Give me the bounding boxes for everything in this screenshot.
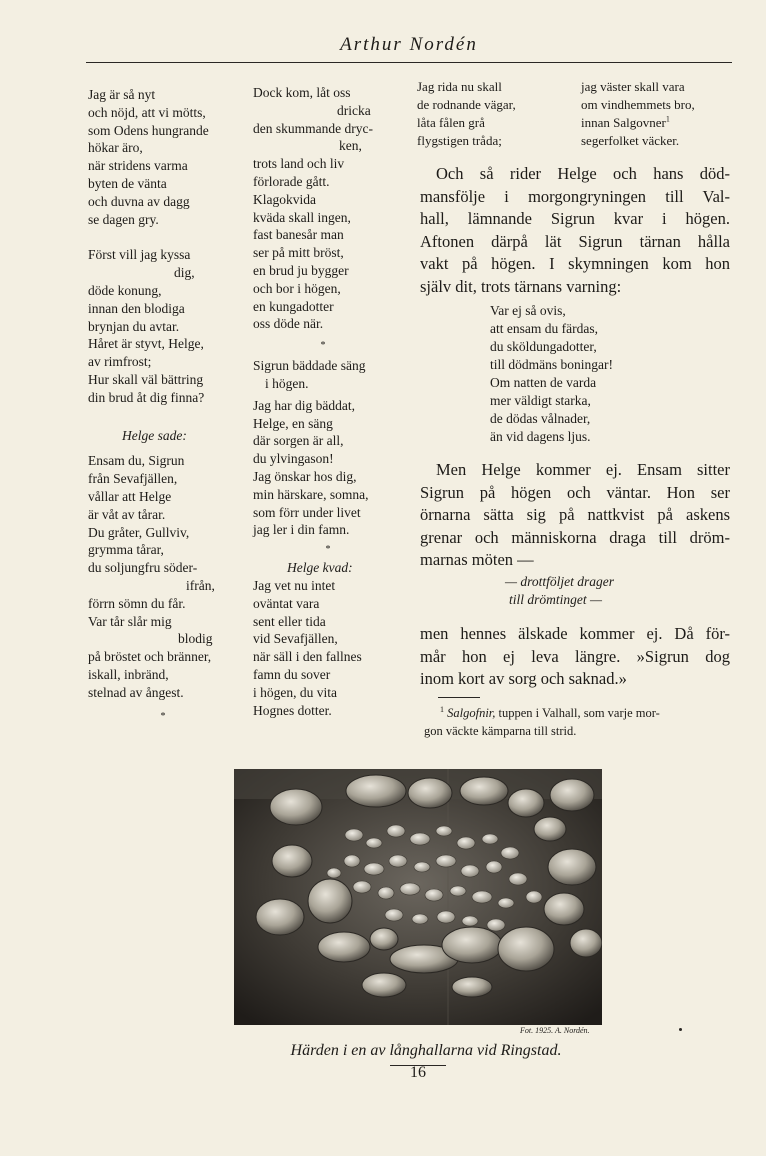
photo-caption: Härden i en av långhallarna vid Ringstad. bbox=[290, 1042, 562, 1059]
prose-line: Aftonen därpå lät Sigrun tärnan hålla bbox=[420, 231, 730, 251]
verse-line: från Sevafjällen, bbox=[88, 471, 178, 487]
verse-line: en kungadotter bbox=[253, 298, 334, 314]
verse-line: famn du sover bbox=[253, 666, 331, 682]
verse-line: och duvna av dagg bbox=[88, 193, 190, 209]
verse-line: förlorade gått. bbox=[253, 173, 330, 189]
ink-dot bbox=[679, 1028, 682, 1031]
verse-line: Jag vet nu intet bbox=[253, 577, 336, 593]
footnote-line bbox=[424, 704, 734, 722]
verse-line: segerfolket väcker. bbox=[581, 133, 680, 148]
footnote-text-2: gon väckte kämparna till strid. bbox=[424, 724, 577, 738]
prose-paragraph-1 bbox=[420, 163, 730, 298]
section-star: * bbox=[325, 544, 331, 556]
verse-line: Jag rida nu skall bbox=[417, 79, 502, 94]
speaker-label: Helge sade: bbox=[122, 427, 187, 443]
verse-line: dricka bbox=[337, 102, 371, 118]
footnote-marker: 1 bbox=[665, 114, 670, 124]
poem-column-2 bbox=[253, 84, 403, 719]
verse-line: du sköldungadotter, bbox=[490, 339, 597, 354]
poem-column-1 bbox=[88, 86, 238, 726]
prose-line: mår hon ej leva längre. »Sigrun dog bbox=[420, 646, 730, 666]
verse-line: på bröstet och bränner, bbox=[88, 649, 212, 665]
verse-line: du soljungfru söder- bbox=[88, 560, 198, 576]
verse-line: förrn sömn du får. bbox=[88, 595, 186, 611]
prose-line: själv dit, trots tärnans varning: bbox=[420, 276, 622, 296]
section-star: * bbox=[320, 340, 326, 352]
verse-line: är våt av tårar. bbox=[88, 506, 166, 522]
verse-line: de rodnande vägar, bbox=[417, 97, 516, 112]
verse-line: vid Sevafjällen, bbox=[253, 631, 338, 647]
verse-line: och nöjd, att vi mötts, bbox=[88, 104, 206, 120]
verse-line: att ensam du färdas, bbox=[490, 321, 598, 336]
verse-line: de dödas vålnader, bbox=[490, 411, 591, 426]
verse-line: grymma tårar, bbox=[88, 542, 164, 558]
hearth-stones-image bbox=[234, 769, 602, 1025]
verse-line: jag väster skall vara bbox=[581, 79, 685, 94]
verse-line: fast banesår man bbox=[253, 227, 344, 243]
verse-line: se dagen gry. bbox=[88, 211, 159, 227]
verse-line: Hur skall väl bättring bbox=[88, 371, 204, 387]
verse-line: döde konung, bbox=[88, 282, 162, 298]
verse-line: Om natten de varda bbox=[490, 375, 597, 390]
section-star: * bbox=[160, 710, 166, 722]
photo-credit: Fot. 1925. A. Nordén. bbox=[520, 1026, 590, 1035]
verse-line: din brud åt dig finna? bbox=[88, 389, 205, 405]
verse-line: den skummande dryc- bbox=[253, 120, 373, 136]
header-rule bbox=[86, 62, 732, 63]
prose-line: vakt på högen. I skymningen kom hon bbox=[420, 254, 730, 273]
prose-line: hall, lämnande Sigrun kvar i högen. bbox=[420, 209, 730, 228]
block-quote bbox=[490, 302, 613, 446]
verse-line: jag ler i din famn. bbox=[253, 522, 350, 538]
footnote bbox=[424, 704, 734, 740]
verse-line: en brud ju bygger bbox=[253, 262, 349, 278]
verse-line: Håret är styvt, Helge, bbox=[88, 336, 204, 352]
verse-line: sent eller tida bbox=[253, 613, 326, 629]
prose-line: Och så rider Helge och hans död- bbox=[436, 164, 730, 183]
verse-line: oss döde när. bbox=[253, 316, 324, 332]
prose-line: mansfölje i morgongryningen till Val- bbox=[420, 186, 730, 206]
prose-line: marnas möten — bbox=[420, 550, 534, 569]
verse-line: Jag är så nyt bbox=[88, 87, 156, 102]
running-header: Arthur Nordén bbox=[340, 34, 478, 55]
verse-line: blodig bbox=[178, 631, 213, 647]
verse-line: stelnad av ångest. bbox=[88, 684, 184, 700]
verse-line: om vindhemmets bro, bbox=[581, 97, 695, 112]
verse-line: när stridens varma bbox=[88, 158, 188, 174]
verse-line: än vid dagens ljus. bbox=[490, 429, 591, 444]
verse-line: brynjan du avtar. bbox=[88, 318, 180, 334]
prose-line: Men Helge kommer ej. Ensam sitter bbox=[436, 460, 730, 479]
verse-line: mer väldigt starka, bbox=[490, 393, 591, 408]
verse-line: byten de vänta bbox=[88, 175, 167, 191]
verse-line: till dödmäns boningar! bbox=[490, 357, 613, 372]
poem-column-4 bbox=[581, 78, 741, 150]
footnote-number: 1 bbox=[440, 704, 444, 714]
verse-line: Du gråter, Gullviv, bbox=[88, 524, 190, 540]
verse-line: vållar att Helge bbox=[88, 488, 172, 504]
verse-line: Ensam du, Sigrun bbox=[88, 453, 185, 469]
prose-line: inom kort av sorg och saknad.» bbox=[420, 669, 627, 688]
verse-line: som Odens hungrande bbox=[88, 122, 209, 138]
verse-line: hökar äro, bbox=[88, 140, 143, 156]
page-number: 16 bbox=[410, 1064, 426, 1081]
verse-line: ifrån, bbox=[186, 577, 215, 593]
verse-line: innan den blodiga bbox=[88, 300, 185, 316]
verse-line: som förr under livet bbox=[253, 504, 361, 520]
poem-column-3 bbox=[417, 78, 577, 150]
prose-line: örnarna sätta sig på nattkvist på askens bbox=[420, 505, 730, 524]
footnote-term: Salgofnir, bbox=[447, 706, 496, 720]
verse-line: Var ej så ovis, bbox=[490, 303, 566, 318]
verse-line: Först vill jag kyssa bbox=[88, 247, 191, 263]
hearth-photograph bbox=[234, 769, 602, 1025]
verse-line: iskall, inbränd, bbox=[88, 666, 169, 682]
footnote-text: tuppen i Valhall, som varje mor- bbox=[498, 706, 660, 720]
verse-line: flygstigen tråda; bbox=[417, 133, 502, 148]
verse-text: innan Salgovner bbox=[581, 115, 666, 130]
prose-paragraph-2 bbox=[420, 459, 730, 572]
verse-line: låta fålen grå bbox=[417, 115, 485, 130]
verse-line: dig, bbox=[174, 265, 195, 281]
verse-line: du ylvingason! bbox=[253, 451, 334, 467]
verse-line: i högen. bbox=[265, 375, 309, 391]
verse-line: Jag önskar hos dig, bbox=[253, 468, 357, 484]
verse-line: Jag har dig bäddat, bbox=[253, 397, 355, 413]
verse-line: av rimfrost; bbox=[88, 354, 152, 370]
prose-paragraph-3 bbox=[420, 623, 730, 691]
verse-line: Dock kom, låt oss bbox=[253, 85, 351, 100]
verse-line: oväntat vara bbox=[253, 595, 320, 611]
verse-line: ken, bbox=[339, 138, 362, 154]
verse-line: i högen, du vita bbox=[253, 684, 337, 700]
verse-line bbox=[581, 114, 741, 132]
verse-line: och bor i högen, bbox=[253, 280, 341, 296]
speaker-label: Helge kvad: bbox=[287, 560, 353, 576]
verse-line: där sorgen är all, bbox=[253, 433, 344, 449]
verse-line: ser på mitt bröst, bbox=[253, 245, 344, 261]
italic-quote bbox=[505, 573, 614, 609]
verse-line: Sigrun bäddade säng bbox=[253, 358, 366, 374]
prose-line: grenar och människorna draga till dröm- bbox=[420, 527, 730, 547]
prose-line: men hennes älskade kommer ej. Då för- bbox=[420, 624, 730, 643]
footnote-rule bbox=[438, 697, 480, 698]
verse-line: min härskare, somna, bbox=[253, 486, 369, 502]
verse-line: Var tår slår mig bbox=[88, 613, 172, 629]
verse-line: till drömtinget — bbox=[509, 592, 603, 607]
verse-line: trots land och liv bbox=[253, 156, 345, 172]
verse-line: — drottföljet drager bbox=[505, 574, 615, 589]
prose-line: Sigrun på högen och väntar. Hon ser bbox=[420, 482, 730, 502]
verse-line: kväda skall ingen, bbox=[253, 209, 351, 225]
verse-line: när säll i den fallnes bbox=[253, 649, 362, 665]
verse-line: Helge, en säng bbox=[253, 415, 333, 431]
verse-line: Hognes dotter. bbox=[253, 702, 332, 718]
verse-line: Klagokvida bbox=[253, 191, 316, 207]
